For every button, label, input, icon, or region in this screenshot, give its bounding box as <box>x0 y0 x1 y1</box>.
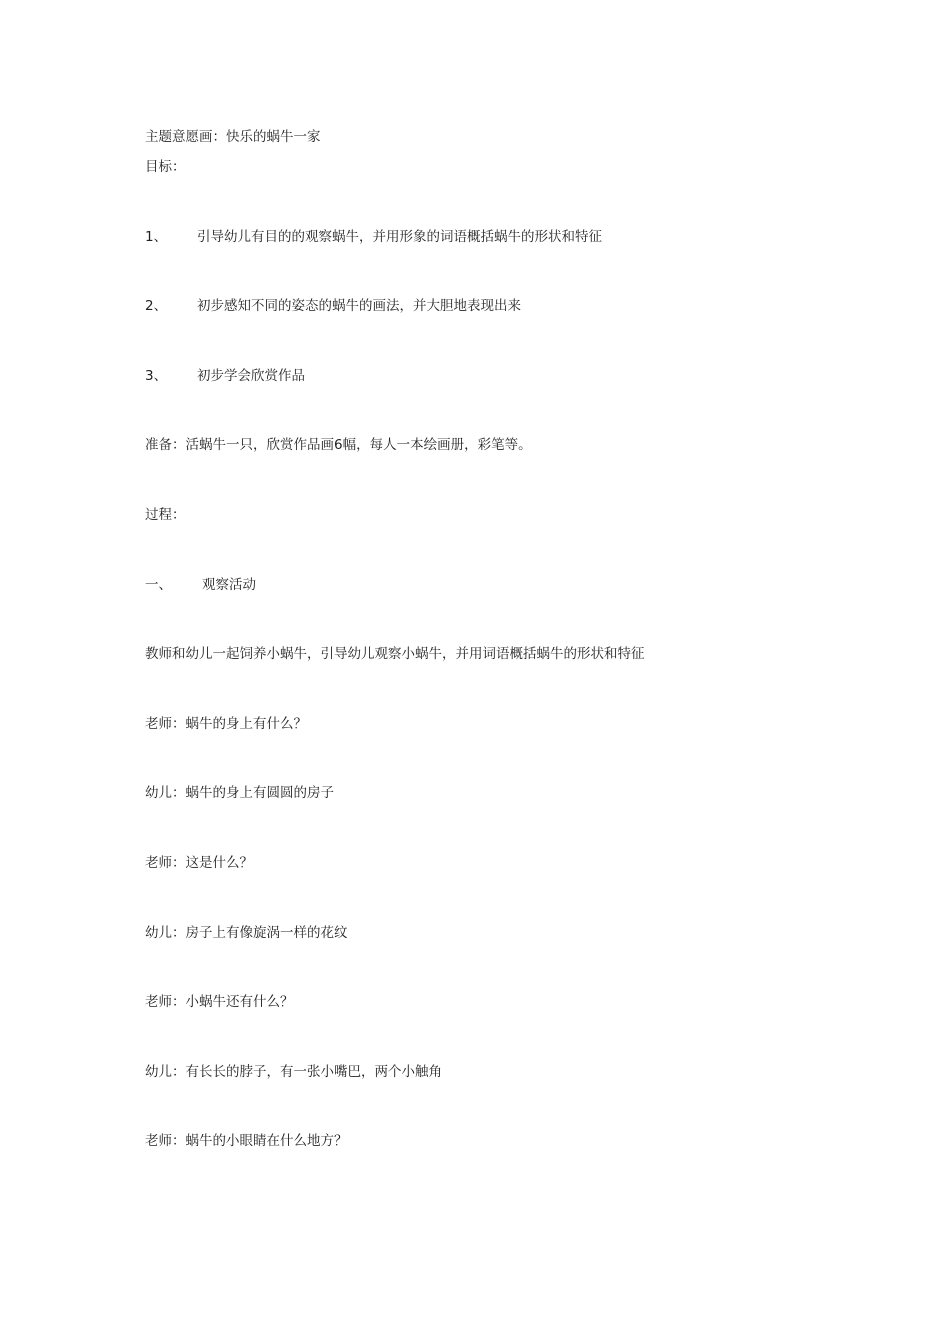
goal-text: 初步感知不同的姿态的蜗牛的画法，并大胆地表现出来 <box>197 298 521 314</box>
section-number: 一、 <box>145 577 172 593</box>
intro-paragraph: 教师和幼儿一起饲养小蜗牛，引导幼儿观察小蜗牛，并用词语概括蜗牛的形状和特征 <box>145 646 645 662</box>
dialogue-line: 老师：这是什么？ <box>145 855 253 871</box>
goal-number: 3、 <box>145 368 168 384</box>
section-title: 观察活动 <box>202 577 256 593</box>
goal-item-3 <box>145 367 305 385</box>
dialogue-line: 幼儿：蜗牛的身上有圆圆的房子 <box>145 785 334 801</box>
dialogue-line: 老师：蜗牛的小眼睛在什么地方？ <box>145 1133 348 1149</box>
section-heading <box>145 576 256 594</box>
goals-label: 目标： <box>145 159 186 175</box>
process-label: 过程： <box>145 507 186 523</box>
preparation-paragraph <box>145 436 532 454</box>
preparation-text-end: 幅，每人一本绘画册，彩笔等。 <box>342 437 532 453</box>
goal-text: 引导幼儿有目的的观察蜗牛，并用形象的词语概括蜗牛的形状和特征 <box>197 229 602 245</box>
goal-item-2 <box>145 297 521 315</box>
goal-text: 初步学会欣赏作品 <box>197 368 305 384</box>
goal-number: 1、 <box>145 229 168 245</box>
preparation-number: 6 <box>334 437 343 453</box>
dialogue-line: 幼儿：有长长的脖子，有一张小嘴巴，两个小触角 <box>145 1064 442 1080</box>
document-title: 主题意愿画：快乐的蜗牛一家 <box>145 129 321 145</box>
goal-number: 2、 <box>145 298 168 314</box>
goal-item-1 <box>145 228 602 246</box>
preparation-text-start: 准备：活蜗牛一只，欣赏作品画 <box>145 437 334 453</box>
dialogue-line: 幼儿：房子上有像旋涡一样的花纹 <box>145 925 348 941</box>
dialogue-line: 老师：蜗牛的身上有什么？ <box>145 716 307 732</box>
dialogue-line: 老师：小蜗牛还有什么？ <box>145 994 294 1010</box>
